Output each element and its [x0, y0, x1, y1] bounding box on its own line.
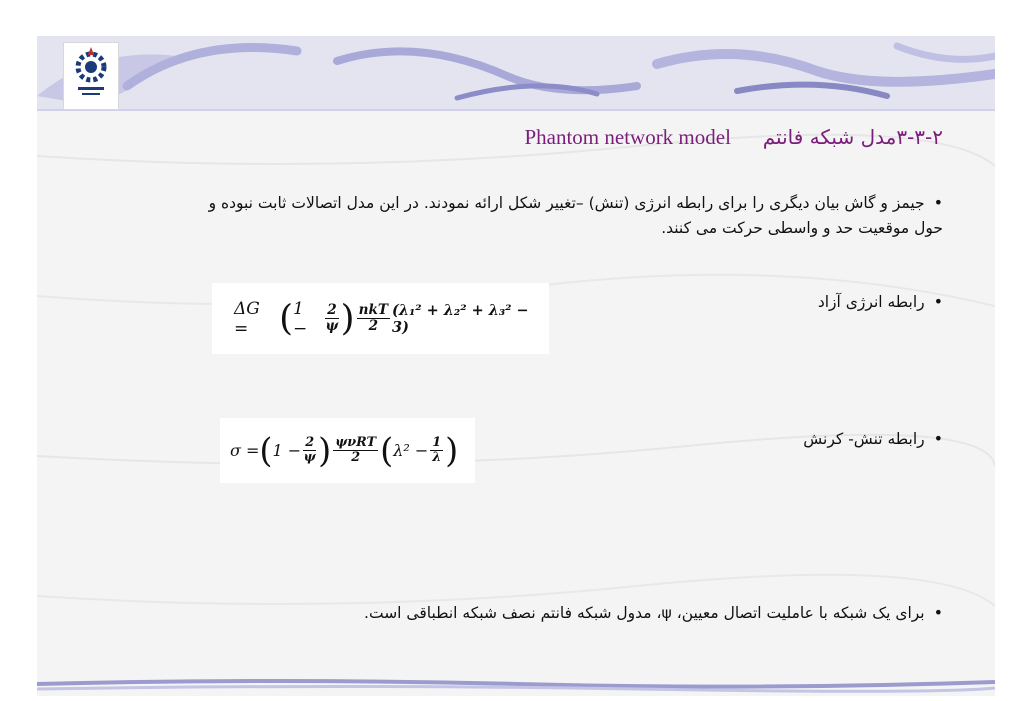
free-energy-label: رابطه انرژی آزاد	[817, 293, 925, 311]
title-english: Phantom network model	[524, 125, 731, 149]
stress-strain-label: رابطه تنش- کرنش	[803, 430, 925, 448]
footer-decoration	[37, 676, 995, 696]
eq2-fraction-2: $\frac{\text{ψνRT}}{2}$	[335, 434, 377, 465]
eq2-lhs: σ =	[230, 441, 260, 460]
bullet-icon: •	[933, 429, 943, 448]
bullet-icon: •	[933, 292, 943, 311]
eq1-fraction-2: $\frac{\text{nkT}}{2}$	[358, 302, 389, 334]
header-decoration	[37, 36, 995, 111]
eq2-fraction-1: $\frac{2}{\psi}$	[303, 434, 316, 465]
paren-close-icon: )	[445, 430, 459, 470]
stress-strain-label-row	[73, 426, 943, 452]
paren-open-icon: (	[259, 430, 273, 470]
conclusion-text: برای یک شبکه با عاملیت اتصال معیین، ψ، مدول شبکه فانتم نصف شبکه انطباقی است.	[364, 604, 925, 622]
intro-line-1: جیمز و گاش بیان دیگری را برای رابطه انرژی (تنش) –تغییر شکل ارائه نمودند. در این مدل اتصالات ثابت نبوده و	[208, 194, 925, 212]
title-persian: ۳-۳-۲مدل شبکه فانتم	[762, 125, 943, 149]
paren-open-icon: (	[279, 297, 294, 339]
conclusion-paragraph	[73, 600, 943, 626]
eq1-one: 1 −	[293, 298, 308, 339]
eq2-one: 1 −	[272, 441, 302, 460]
paren-close-icon: )	[340, 297, 355, 339]
eq1-lhs: ΔG =	[234, 298, 260, 339]
eq2-fraction-3: $\frac{1}{\lambda}$	[432, 434, 442, 465]
stress-strain-equation	[220, 418, 475, 483]
intro-line-2: حول موقعیت حد و واسطی حرکت می کنند.	[661, 219, 943, 237]
paren-open-icon: (	[380, 430, 394, 470]
slide-title	[524, 125, 943, 150]
bullet-icon: •	[933, 193, 943, 212]
free-energy-equation	[212, 283, 549, 354]
bullet-icon: •	[933, 603, 943, 622]
slide	[37, 36, 995, 696]
intro-paragraph	[73, 190, 943, 241]
paren-close-icon: )	[318, 430, 332, 470]
eq2-mid: λ² −	[393, 441, 429, 460]
eq1-tail: (λ₁² + λ₂² + λ₃² − 3)	[392, 301, 529, 336]
eq1-fraction-1: $\frac{2}{\psi}$	[325, 302, 339, 334]
university-logo	[63, 42, 119, 110]
